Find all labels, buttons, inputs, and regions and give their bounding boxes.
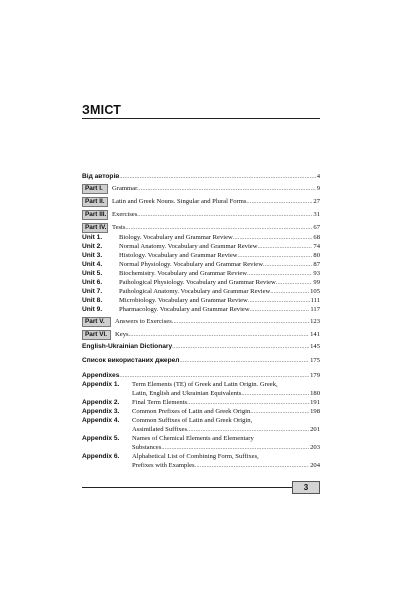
- unit-label: Unit 2.: [82, 243, 103, 250]
- toc-entry-text: Common Prefixes of Latin and Greek Origin: [132, 408, 251, 415]
- title-underline: [82, 118, 320, 119]
- toc-entry-page: 9: [316, 185, 320, 192]
- toc-entry-label: Appendixes: [82, 372, 120, 379]
- appendix-label: Appendix 5.: [82, 435, 120, 442]
- part-badge: Part I.: [82, 184, 108, 194]
- unit-label: Unit 1.: [82, 234, 103, 241]
- toc-entry-text: Microbiology. Vocabulary and Grammar Review: [119, 297, 248, 304]
- appendix-label: Appendix 3.: [82, 408, 120, 415]
- unit-label: Unit 9.: [82, 306, 103, 313]
- toc-entry-page: 204: [310, 462, 320, 469]
- unit-label: Unit 3.: [82, 252, 103, 259]
- toc-entry-dictionary[interactable]: [82, 342, 320, 354]
- toc-entry-page: 180: [310, 390, 320, 397]
- toc-entry-text: Tests: [112, 224, 126, 231]
- toc-entry-text: Biology. Vocabulary and Grammar Review: [119, 234, 233, 241]
- leader-dots: [137, 185, 315, 194]
- footer-rule: [82, 487, 292, 488]
- toc-entry-text: Alphabetical List of Combining Form, Suffixes,: [132, 453, 259, 460]
- toc-entry-label: Від авторів: [82, 173, 120, 180]
- toc-entry-text: Term Elements (TE) of Greek and Latin Origin. Greek,: [132, 381, 278, 388]
- toc-entry-sources[interactable]: [82, 356, 320, 368]
- toc-entry-text: Normal Anatomy. Vocabulary and Grammar Review: [119, 243, 258, 250]
- leader-dots: [172, 318, 309, 327]
- toc-entry-page: 99: [313, 279, 320, 286]
- toc-entry-text: Final Term Elements: [132, 399, 188, 406]
- toc-entry-page: 175: [310, 357, 320, 364]
- appendix-label: Appendix 2.: [82, 399, 120, 406]
- toc-entry-page: 123: [310, 318, 320, 325]
- toc-entry-label: English-Ukrainian Dictionary: [82, 343, 173, 350]
- part-badge: Part V.: [82, 317, 111, 327]
- part-badge: Part IV.: [82, 223, 108, 233]
- toc-entry-text: Pathological Anatomy. Vocabulary and Grammar Review: [119, 288, 271, 295]
- toc-entry-page: 87: [313, 261, 320, 268]
- page-number-badge: 3: [292, 481, 320, 494]
- toc-entry-authors[interactable]: [82, 172, 320, 184]
- toc-entry-label: Список використаних джерел: [82, 357, 180, 364]
- toc-entry-page: 145: [310, 343, 320, 350]
- toc-entry-page: 80: [313, 252, 320, 259]
- unit-label: Unit 8.: [82, 297, 103, 304]
- toc-entry-unit-9[interactable]: [82, 305, 320, 317]
- toc-entry-page: 141: [310, 331, 320, 338]
- toc-entry-text: Pathological Physiology. Vocabulary and Grammar Review: [119, 279, 276, 286]
- leader-dots: [125, 224, 312, 233]
- leader-dots: [137, 211, 312, 220]
- toc-entry-text: Assimilated Suffixes: [132, 426, 188, 433]
- toc-entry-text: Pharmacology. Vocabulary and Grammar Review: [119, 306, 250, 313]
- toc-entry-text: Common Suffixes of Latin and Greek Origin,: [132, 417, 253, 424]
- toc-entry-page: 203: [310, 444, 320, 451]
- toc-entry-appendix-6-cont[interactable]: [82, 461, 320, 473]
- toc-entry-page: 31: [313, 211, 320, 218]
- toc-entry-page: 68: [313, 234, 320, 241]
- leader-dots: [246, 198, 312, 207]
- toc-entry-text: Exercises: [112, 211, 138, 218]
- toc-entry-page: 4: [316, 173, 320, 180]
- toc-entry-part-2[interactable]: [82, 197, 320, 209]
- toc-entry-page: 67: [313, 224, 320, 231]
- toc-entry-page: 201: [310, 426, 320, 433]
- page-title: ЗМІСТ: [82, 103, 122, 117]
- leader-dots: [250, 306, 310, 315]
- toc-entry-page: 111: [310, 297, 320, 304]
- leader-dots: [172, 343, 309, 352]
- unit-label: Unit 5.: [82, 270, 103, 277]
- unit-label: Unit 6.: [82, 279, 103, 286]
- toc-entry-text: Latin, English and Ukrainian Equivalents: [132, 390, 242, 397]
- toc-entry-text: Names of Chemical Elements and Elementary: [132, 435, 254, 442]
- toc-entry-page: 191: [310, 399, 320, 406]
- toc-entry-page: 27: [313, 198, 320, 205]
- toc-entry-page: 117: [310, 306, 320, 313]
- part-badge: Part III.: [82, 210, 108, 220]
- part-badge: Part II.: [82, 197, 108, 207]
- toc-entry-part-1[interactable]: [82, 184, 320, 196]
- leader-dots: [179, 357, 309, 366]
- toc-entry-page: 198: [310, 408, 320, 415]
- leader-dots: [129, 331, 310, 340]
- toc-entry-text: Histology. Vocabulary and Grammar Review: [119, 252, 238, 259]
- appendix-label: Appendix 6.: [82, 453, 120, 460]
- toc-entry-text: Prefixes with Examples: [132, 462, 195, 469]
- toc-entry-page: 74: [313, 243, 320, 250]
- part-badge: Part VI.: [82, 330, 111, 340]
- toc-entry-page: 105: [310, 288, 320, 295]
- unit-label: Unit 4.: [82, 261, 103, 268]
- toc-entry-text: Biochemistry. Vocabulary and Grammar Review: [119, 270, 248, 277]
- toc-entry-text: Keys: [115, 331, 129, 338]
- toc-entry-text: Substances: [132, 444, 162, 451]
- appendix-label: Appendix 1.: [82, 381, 120, 388]
- toc-entry-page: 93: [313, 270, 320, 277]
- toc-entry-text: Grammar: [112, 185, 138, 192]
- unit-label: Unit 7.: [82, 288, 103, 295]
- toc-entry-part-6[interactable]: [82, 330, 320, 342]
- appendix-label: Appendix 4.: [82, 417, 120, 424]
- toc-entry-part-3[interactable]: [82, 210, 320, 222]
- toc-entry-page: 179: [310, 372, 320, 379]
- toc-entry-text: Answers to Exercises: [115, 318, 172, 325]
- leader-dots: [195, 462, 309, 471]
- leader-dots: [119, 173, 315, 182]
- toc-entry-text: Latin and Greek Nouns. Singular and Plural Forms: [112, 198, 247, 205]
- toc-entry-text: Normal Physiology. Vocabulary and Grammar Review: [119, 261, 263, 268]
- toc-entry-part-5[interactable]: [82, 317, 320, 329]
